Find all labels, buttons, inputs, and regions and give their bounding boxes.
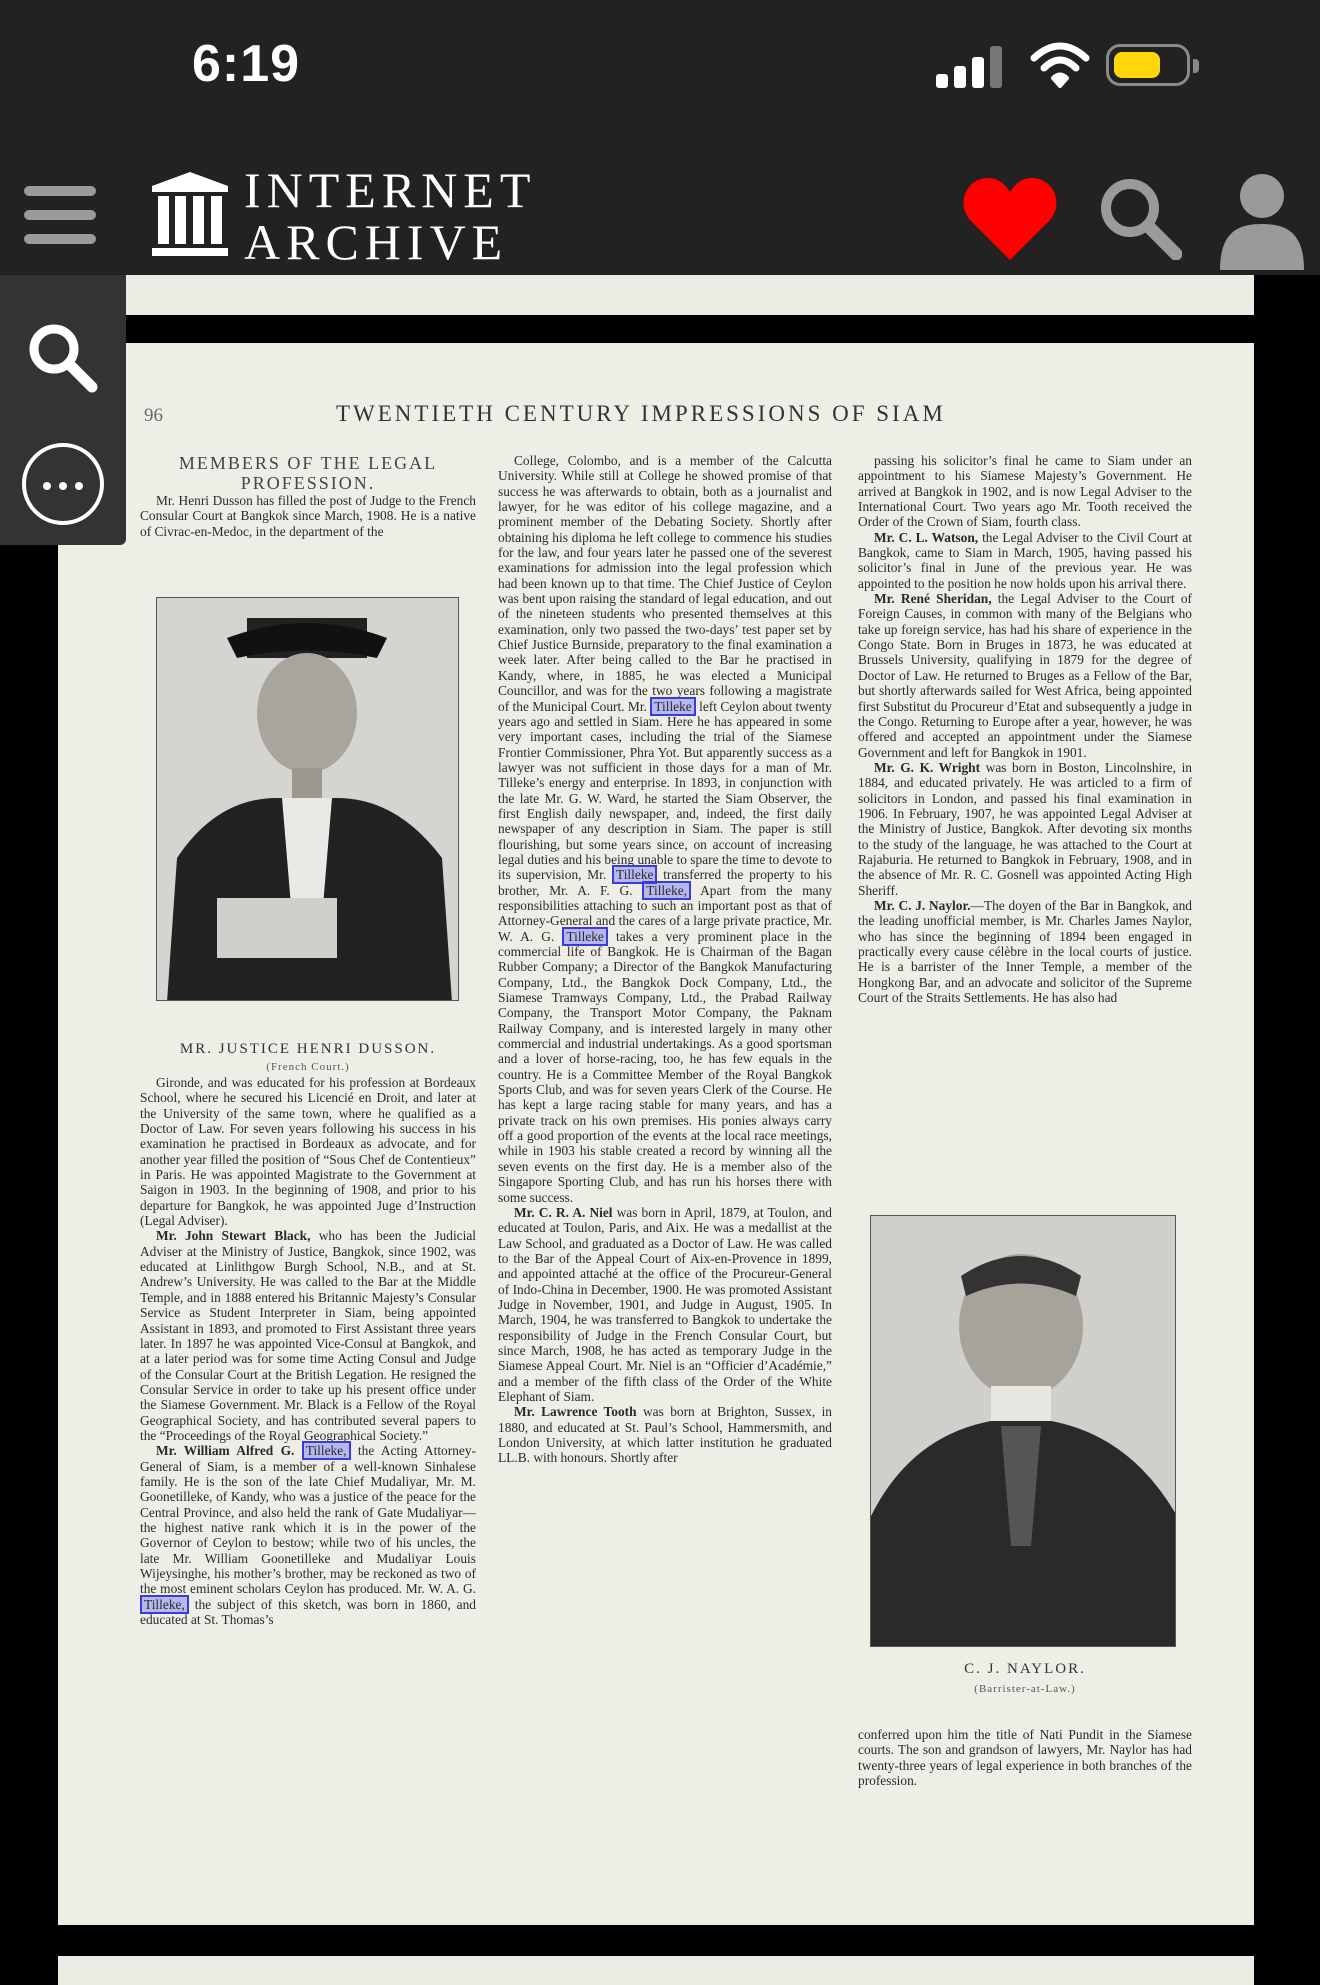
status-time: 6:19 — [192, 35, 301, 93]
heart-icon[interactable] — [962, 174, 1058, 264]
section-title: MEMBERS OF THE LEGAL PROFESSION. — [178, 453, 438, 493]
battery-icon — [1106, 44, 1190, 86]
paragraph-text: who has been the Judicial Adviser at the Ministry of Justice, Bangkok, since 1902, was educated at Linlithgow Burgh School, N.B., and at St. Andrew’s University. He was called to the Bar at the Middle Temple, and in 1888 entered his Britannic Majesty’s Consular Service as Student Interpreter in Siam, being appointed Assistant in 1893, and promoted to First Assistant three years later. In 1897 he was appointed Vice-Consul at Bangkok, and at a later period was for some time Acting Consul and Judge of the Consular Court at the British Legation. He resigned the Consular Service in order to take up his present office under the Siamese Government. Mr. Black is a Fellow of the Royal Geographical Society, and has contributed several papers to the “Proceedings of the Royal Geographical Society.” — [140, 1228, 476, 1443]
page-number: 96 — [144, 405, 163, 426]
person-name: Mr. William Alfred G. — [156, 1443, 295, 1459]
paragraph — [498, 1404, 832, 1465]
paragraph-text: the subject of this sketch, was born in 1860, and educated at St. Thomas’s — [140, 1596, 476, 1628]
book-page[interactable] — [58, 343, 1254, 1925]
internet-archive-wordmark[interactable] — [244, 164, 536, 268]
search-icon[interactable] — [1098, 176, 1182, 260]
column-1-bottom — [140, 1075, 476, 1627]
running-head: TWENTIETH CENTURY IMPRESSIONS OF SIAM — [336, 401, 946, 426]
cellular-signal-icon — [936, 46, 1004, 88]
paragraph: Gironde, and was educated for his profession at Bordeaux School, where he secured his Licencié en Droit, and later at the University of the same town, where he qualified as a Doctor of Law. For seven years following his success in his examination he practised in Bordeaux as advocate, and for another year filled the position of “Sous Chef de Contentieux” in Paris. He was appointed Magistrate to the Government at Saigon in 1903. In the beginning of 1908, and prior to his departure for Bangkok, he was appointed Juge d’Instruction (Legal Adviser). — [140, 1075, 476, 1229]
paragraph: Mr. Henri Dusson has filled the post of Judge to the French Consular Court at Bangkok since March, 1908. He is a native of Civrac-en-Medoc, in the department of the — [140, 493, 476, 539]
paragraph: conferred upon him the title of Nati Pundit in the Siamese courts. The son and grandson of lawyers, Mr. Naylor has had twenty-three years of legal experience in both branches of the profession. — [858, 1727, 1192, 1789]
search-highlight[interactable]: Tilleke — [612, 865, 657, 884]
logo-line-2: ARCHIVE — [244, 214, 509, 270]
paragraph-text: Apart from the many responsibilities attaching to such an important post as that of Attorney-General and the cares of a large private practice, Mr. W. A. G. — [498, 882, 832, 944]
paragraph-text: the Legal Adviser to the Civil Court at Bangkok, came to Siam in March, 1905, having passed his solicitor’s final in June of the previous year. He was appointed to the position he now holds upon his arrival there. — [858, 529, 1192, 591]
search-highlight[interactable]: Tilleke — [650, 697, 695, 716]
search-highlight[interactable]: Tilleke, — [302, 1441, 351, 1460]
next-page-edge[interactable] — [58, 1956, 1254, 1985]
column-3-bottom — [858, 1727, 1192, 1788]
paragraph — [140, 1443, 476, 1627]
internet-archive-logo-icon[interactable] — [150, 170, 230, 258]
column-2 — [498, 453, 832, 1466]
person-name: Mr. John Stewart Black, — [156, 1228, 311, 1244]
paragraph — [858, 760, 1192, 898]
menu-icon[interactable] — [24, 186, 96, 244]
portrait-photo — [870, 1215, 1176, 1647]
previous-page-edge[interactable] — [126, 275, 1254, 315]
paragraph-text: was born in Boston, Lincolnshire, in 1884, and educated privately. He was articled to a firm of solicitors in London, and passed his final examination in 1906. In February, 1907, he was appointed Legal Adviser at the Ministry of Justice, Bangkok. After devoting six months to the study of the language, he was attached to the Court at Rajaburia. He returned to Bangkok in February, 1908, and in the absence of Mr. R. C. Gosnell was appointed Acting High Sheriff. — [858, 759, 1192, 898]
photo-subcaption: (French Court.) — [266, 1061, 350, 1073]
photo-caption: C. J. NAYLOR. — [964, 1661, 1086, 1677]
person-name: Mr. Lawrence Tooth — [514, 1404, 637, 1420]
paragraph-text: the Acting Attorney-General of Siam, is a member of a well-known Sinhalese family. He is the son of the late Chief Mudaliyar, Mr. M. Goonetilleke, of Kandy, who was a justice of the peace for the Central Province, and also held the rank of Gate Mudaliyar—the highest native rank which it is in the power of the Governor of Ceylon to bestow; while two of his uncles, the late Mr. William Goonetilleke and Mudaliyar Louis Wijeysinghe, his mother’s brother, may be reckoned as two of the most eminent scholars Ceylon has produced. Mr. W. A. G. — [140, 1443, 476, 1597]
search-highlight[interactable]: Tilleke, — [140, 1595, 189, 1614]
paragraph — [498, 1205, 832, 1404]
wifi-icon — [1030, 40, 1090, 90]
more-icon[interactable] — [22, 443, 104, 525]
paragraph-text: was born at Brighton, Sussex, in 1880, and educated at St. Paul’s School, Hammersmith, and London University, at which latter institution he graduated LL.B. with honours. Shortly after — [498, 1404, 832, 1466]
paragraph — [858, 591, 1192, 760]
search-highlight[interactable]: Tilleke, — [642, 881, 691, 900]
paragraph — [858, 898, 1192, 1005]
column-1-top — [140, 453, 476, 539]
paragraph: passing his solicitor’s final he came to Siam under an appointment to his Siamese Majesty’s Government. He arrived at Bangkok in 1902, and is now Legal Adviser to the International Court. Two years ago Mr. Tooth received the Order of the Crown of Siam, fourth class. — [858, 453, 1192, 530]
paragraph-text: was born in April, 1879, at Toulon, and educated at Toulon, Paris, and Aix. He was a medallist at the Law School, and graduated as a Doctor of Law. He was called to the Bar of the Appeal Court of Aix-en-Provence in 1899, and appointed attaché at the office of the Procureur-General of Indo-China in December, 1900. He was promoted Assistant Judge in November, 1901, and Judge in August, 1905. In March, 1904, he was transferred to Bangkok to undertake the responsibility of Judge in the French Consular Court, but since March, 1908, he has acted as temporary Judge in the Siamese Appeal Court. Mr. Niel is an “Officier d’Académie,” and a member of the fifth class of the Order of the White Elephant of Siam. — [498, 1204, 832, 1404]
reader-side-toolbar — [0, 275, 126, 545]
paragraph-text: transferred the property to his brother, Mr. A. F. G. — [498, 867, 832, 898]
search-highlight[interactable]: Tilleke — [562, 927, 607, 946]
photo-subcaption: (Barrister-at-Law.) — [974, 1683, 1076, 1695]
portrait-photo — [156, 597, 459, 1001]
person-name: Mr. René Sheridan, — [874, 591, 992, 607]
paragraph-text: takes a very prominent place in the commercial life of Bangkok. He is Chairman of the Bagan Rubber Company; a Director of the Bangkok Manufacturing Company, Ltd., the Bangkok Dock Company, Ltd., the Siamese Tramways Company, Ltd., the Prabad Railway Company, the Transport Motor Company, the Paknam Railway Company, and is interested largely in many other commercial and industrial undertakings. As a good sportsman and a lover of horse-racing, too, he has few equals in the country. He is a Committee Member of the Royal Bangkok Sports Club, and was for seven years Clerk of the Course. He has kept a large racing stable for many years, and has a private track on his own premises. His ponies always carry off a good proportion of the events at the local race meetings, while in 1903 his stable created a record by winning all the seven events on the first day. He is a member also of the Singapore Sporting Club, and has run his horses there with some success. — [498, 928, 833, 1205]
person-name: Mr. C. J. Naylor. — [874, 897, 971, 913]
paragraph-text: left Ceylon about twenty years ago and settled in Siam. Here he has appeared in some very important cases, including the trial of the Siamese Frontier Commissioner, Phra Yot. But apparently success as a lawyer was not sufficient in those days for a man of Mr. Tilleke’s energy and enterprise. In 1893, in conjunction with the late Mr. G. W. Ward, he started the Siam Observer, the first English daily newspaper, and, indeed, the first daily newspaper of any description in Siam. The paper is still flourishing, but some years since, on account of increasing legal duties and his being unable to spare the time to devote to its supervision, Mr. — [498, 698, 832, 883]
status-bar — [0, 0, 1320, 140]
logo-line-1: INTERNET — [244, 162, 537, 218]
person-name: Mr. G. K. Wright — [874, 759, 981, 775]
paragraph-text: —The doyen of the Bar in Bangkok, and the leading unofficial member, is Mr. Charles James Naylor, who has since the beginning of 1894 been engaged in practically every cause célèbre in the local courts of justice. He is a barrister of the Inner Temple, a member of the Hongkong Bar, and an advocate and solicitor of the Supreme Court of the Straits Settlements. He has also had — [858, 897, 1192, 1006]
paragraph — [858, 530, 1192, 591]
person-name: Mr. C. R. A. Niel — [514, 1204, 613, 1220]
paragraph-text: the Legal Adviser to the Court of Foreign Causes, in common with many of the Belgians who take up foreign service, has had his share of experience in the Congo State. Born in Bruges in 1873, he was educated at Brussels University, qualifying in 1879 for the degree of Doctor of Law. He returned to Bruges as a Fellow of the Bar, but shortly afterwards sailed for West Africa, being appointed first Substitut du Procureur d’Etat and subsequently a judge in the Congo. Returning to Europe after a year, however, he was offered and accepted an appointment under the Siamese Government and left for Bangkok in 1901. — [858, 591, 1192, 760]
paragraph — [140, 1228, 476, 1443]
site-header — [0, 140, 1320, 275]
paragraph — [498, 453, 832, 1205]
photo-caption: MR. JUSTICE HENRI DUSSON. — [179, 1041, 437, 1057]
column-3 — [858, 453, 1192, 1005]
person-name: Mr. C. L. Watson, — [874, 529, 979, 545]
user-icon[interactable] — [1220, 170, 1304, 270]
paragraph-text: College, Colombo, and is a member of the Calcutta University. While still at College he showed promise of that success he was afterwards to obtain, both as a journalist and lawyer, for he was editor of his college magazine, and a prominent member of the Debating Society. Shortly after obtaining his diploma he left college to commence his studies for the law, and four years later he passed one of the severest examinations for admission into the legal profession which had been known up to that time. The Chief Justice of Ceylon was bent upon raising the standard of legal education, and out of the nineteen students who presented themselves at this examination, only two passed the two-days’ test paper set by Chief Justice Burnside, preparatory to the final examination a week later. After being called to the Bar he practised in Kandy, where, in 1885, he was elected a Municipal Councillor, and was for the two years following a magistrate of the Municipal Court. Mr. — [498, 453, 832, 714]
search-icon[interactable] — [26, 321, 98, 393]
